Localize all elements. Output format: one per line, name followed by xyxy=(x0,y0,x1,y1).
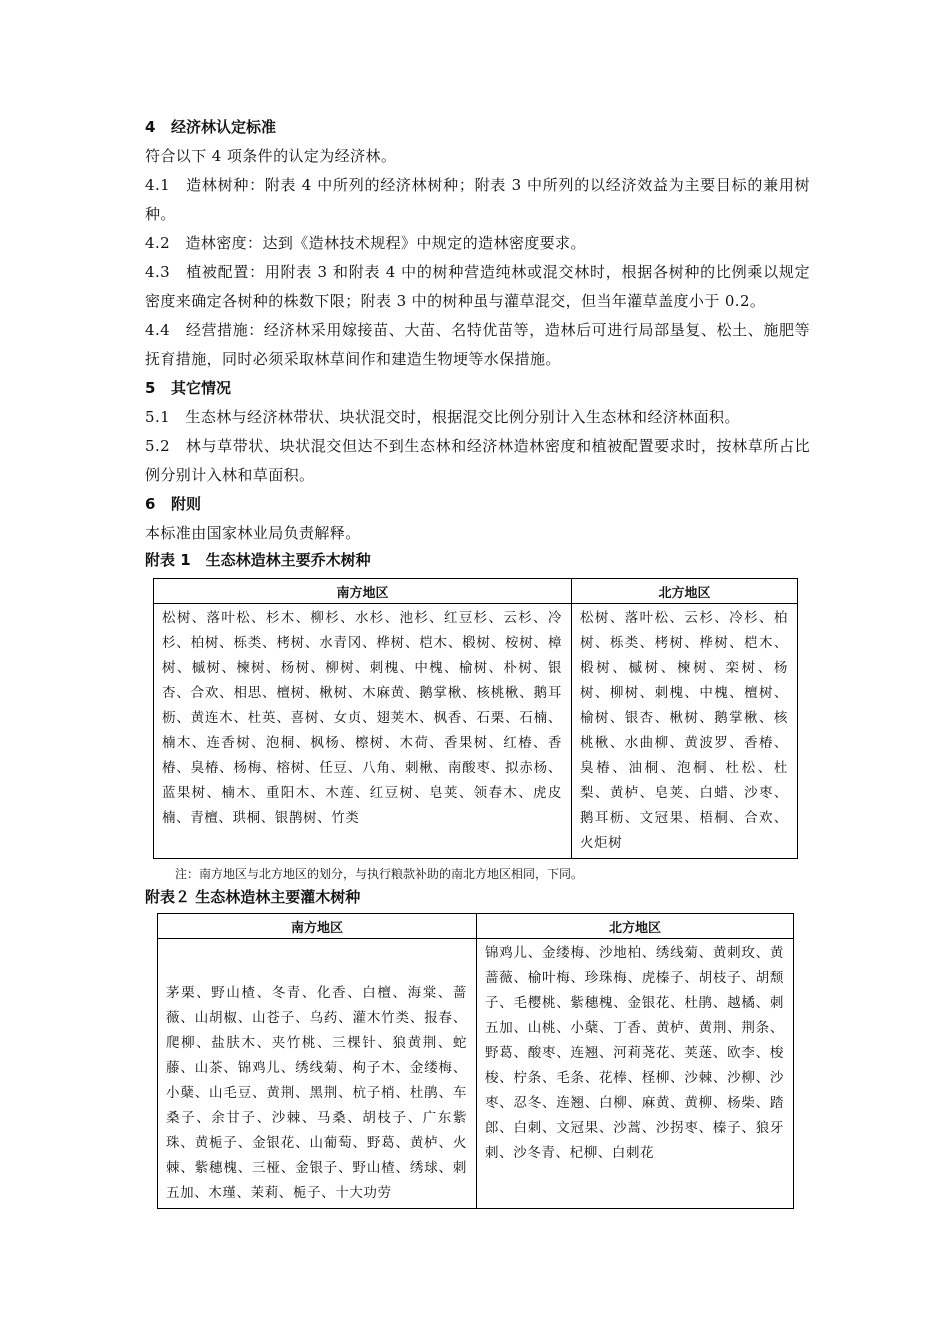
clause-4-3: 4.3 植被配置：用附表 3 和附表 4 中的树种营造纯林或混交林时，根据各树种的比例乘以规定密度来确定各树种的株数下限；附表 3 中的树种虽与灌草混交，但当年灌草盖度小于 0.2。 xyxy=(145,263,810,310)
table-1-south-species: 松树、落叶松、杉木、柳杉、水杉、池杉、红豆杉、云杉、冷杉、柏树、栎类、栲树、水青冈、桦树、桤木、椴树、桉树、樟树、槭树、楝树、杨树、柳树、刺槐、中槐、榆树、朴树、银杏、合欢、相思、檀树、楸树、木麻黄、鹅掌楸、核桃楸、鹅耳枥、黄连木、杜英、喜树、女贞、翅荚木、枫香、石栗、石楠、楠木、连香树、泡桐、枫杨、檫树、木荷、香果树、红椿、香椿、臭椿、杨梅、榕树、任豆、八角、刺楸、南酸枣、拟赤杨、蓝果树、楠木、重阳木、木莲、红豆树、皂荚、领春木、虎皮楠、青檀、珙桐、银鹊树、竹类 xyxy=(154,604,572,859)
table-2-body-row xyxy=(158,939,794,1209)
section-6-text: 本标准由国家林业局负责解释。 xyxy=(145,524,361,542)
table-1-col-north: 北方地区 xyxy=(572,579,798,604)
section-5-title: 其它情况 xyxy=(171,379,232,397)
table-1-header-row xyxy=(154,579,798,604)
table-2-north-species: 锦鸡儿、金缕梅、沙地柏、绣线菊、黄刺玫、黄蔷薇、榆叶梅、珍珠梅、虎榛子、胡枝子、胡颓子、毛樱桃、紫穗槐、金银花、杜鹃、越橘、刺五加、山桃、小蘖、丁香、黄栌、黄荆、荆条、野葛、酸枣、连翘、河莉荛花、荚蒾、欧李、梭梭、柠条、毛条、花棒、柽柳、沙棘、沙柳、沙枣、忍冬、连翘、白柳、麻黄、黄柳、杨柴、踏郎、白刺、文冠果、沙蒿、沙拐枣、榛子、狼牙刺、沙冬青、杞柳、白刺花 xyxy=(477,939,794,1209)
section-4-title: 经济林认定标准 xyxy=(171,118,277,136)
table-1-note: 注：南方地区与北方地区的划分，与执行粮款补助的南北方地区相同，下同。 xyxy=(175,867,584,881)
table-1-col-south: 南方地区 xyxy=(154,579,572,604)
table-1 xyxy=(153,578,798,859)
section-6-number: 6 xyxy=(145,495,156,513)
section-5-heading xyxy=(145,374,810,403)
table-1-body-row xyxy=(154,604,798,859)
table-2-header-row xyxy=(158,914,794,939)
table-2-south-species: 茅栗、野山楂、冬青、化香、白檀、海棠、蔷薇、山胡椒、山苍子、乌药、灌木竹类、报春、爬柳、盐肤木、夹竹桃、三棵针、狼黄荆、蛇藤、山茶、锦鸡儿、绣线菊、枸子木、金缕梅、小蘖、山毛豆、黄荆、黑荆、杭子梢、杜鹃、车桑子、余甘子、沙棘、马桑、胡枝子、广东紫珠、黄栀子、金银花、山葡萄、野葛、黄栌、火棘、紫穗槐、三桠、金银子、野山楂、绣球、刺五加、木瑾、茉莉、栀子、十大功劳 xyxy=(158,939,477,1209)
table-1-caption: 附表 1 生态林造林主要乔木树种 xyxy=(145,551,371,569)
clause-4-4: 4.4 经营措施：经济林采用嫁接苗、大苗、名特优苗等，造林后可进行局部垦复、松土、施肥等抚育措施，同时必须采取林草间作和建造生物埂等水保措施。 xyxy=(145,321,810,368)
section-5-number: 5 xyxy=(145,379,156,397)
section-6-heading xyxy=(145,490,810,519)
table-1-north-species: 松树、落叶松、云杉、冷杉、柏树、栎类、栲树、桦树、桤木、椴树、槭树、楝树、栾树、杨树、柳树、刺槐、中槐、檀树、榆树、银杏、楸树、鹅掌楸、核桃楸、水曲柳、黄波罗、香椿、臭椿、油桐、泡桐、杜松、杜梨、黄栌、皂荚、白蜡、沙枣、鹅耳枥、文冠果、梧桐、合欢、火炬树 xyxy=(572,604,798,859)
section-4-intro: 符合以下 4 项条件的认定为经济林。 xyxy=(145,147,397,165)
table-2 xyxy=(157,913,794,1209)
table-2-col-north: 北方地区 xyxy=(477,914,794,939)
document-page xyxy=(145,113,810,1209)
table-2-col-south: 南方地区 xyxy=(158,914,477,939)
clause-4-2: 4.2 造林密度：达到《造林技术规程》中规定的造林密度要求。 xyxy=(145,234,586,252)
section-4-number: 4 xyxy=(145,118,156,136)
section-4-heading xyxy=(145,113,810,142)
section-6-title: 附则 xyxy=(171,495,202,513)
table-2-caption: 附表２ 生态林造林主要灌木树种 xyxy=(145,888,361,906)
clause-4-1: 4.1 造林树种：附表 4 中所列的经济林树种；附表 3 中所列的以经济效益为主要目标的兼用树种。 xyxy=(145,176,810,223)
clause-5-2: 5.2 林与草带状、块状混交但达不到生态林和经济林造林密度和植被配置要求时，按林草所占比例分别计入林和草面积。 xyxy=(145,437,810,484)
clause-5-1: 5.1 生态林与经济林带状、块状混交时，根据混交比例分别计入生态林和经济林面积。 xyxy=(145,408,740,426)
